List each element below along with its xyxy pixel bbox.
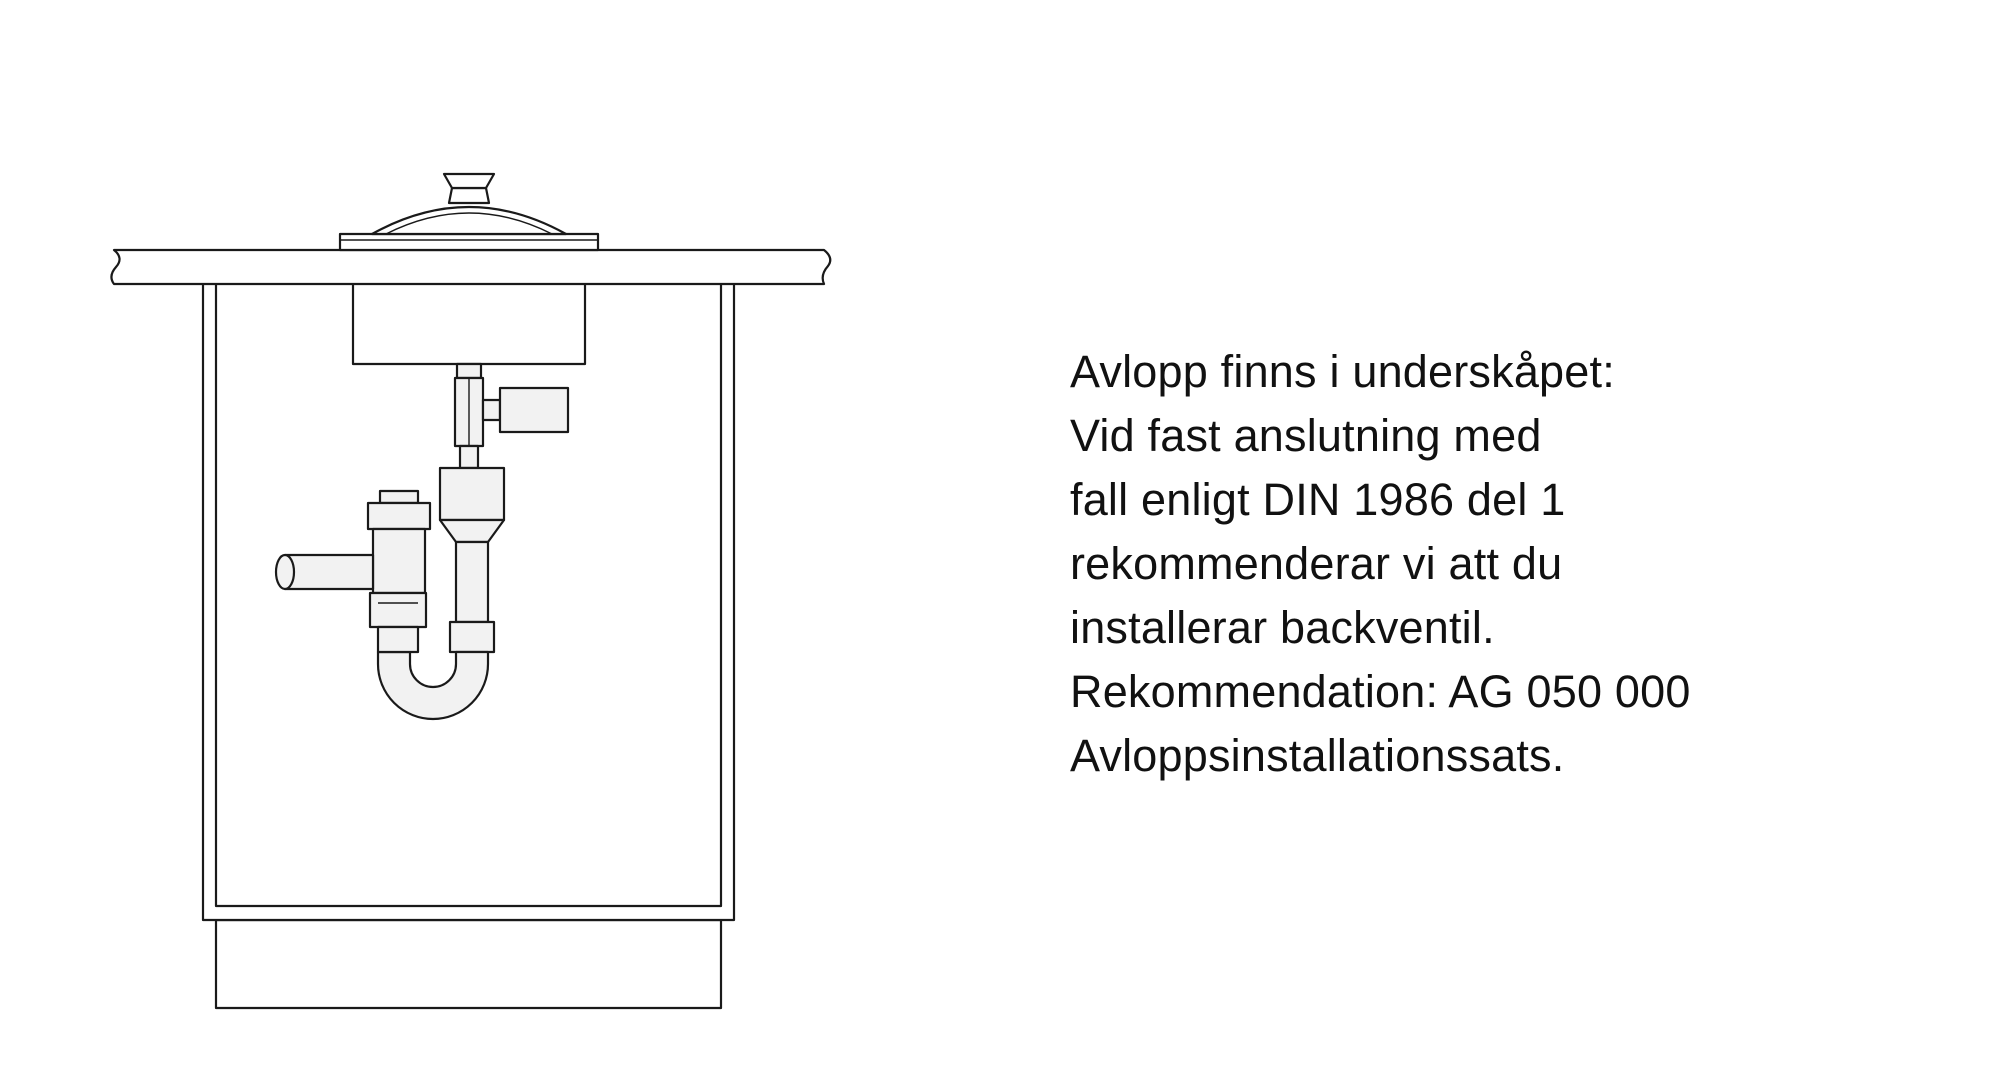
check-valve-top	[368, 503, 430, 529]
cabinet-plinth	[216, 920, 721, 1008]
trap-pipe-right	[456, 542, 488, 622]
instruction-line: Rekommendation: AG 050 000	[1070, 666, 1691, 717]
instruction-line: Avloppsinstallationssats.	[1070, 730, 1565, 781]
installation-instructions	[1070, 340, 1691, 788]
sink-bowl	[353, 282, 585, 364]
lid-knob-top	[444, 174, 494, 188]
drain-nut	[457, 364, 481, 378]
check-valve-cap	[380, 491, 418, 503]
trap-chamber-right	[440, 468, 504, 520]
instruction-line: rekommenderar vi att du	[1070, 538, 1563, 589]
valve-connector	[483, 400, 500, 420]
instruction-line: Vid fast anslutning med	[1070, 410, 1542, 461]
lid-rim	[340, 234, 598, 250]
instruction-line: fall enligt DIN 1986 del 1	[1070, 474, 1566, 525]
countertop	[111, 250, 830, 284]
drain-coupling	[460, 446, 478, 468]
outlet-pipe	[285, 555, 373, 589]
check-valve-body	[373, 529, 425, 593]
outlet-pipe-end	[276, 555, 294, 589]
check-valve-nut	[370, 593, 426, 627]
instruction-line: Avlopp finns i underskåpet:	[1070, 346, 1615, 397]
lid-knob	[449, 188, 489, 203]
valve-box	[500, 388, 568, 432]
trap-nut-right	[450, 622, 494, 652]
instruction-line: installerar backventil.	[1070, 602, 1495, 653]
dome-lid	[372, 207, 566, 234]
check-valve-lower	[378, 627, 418, 652]
